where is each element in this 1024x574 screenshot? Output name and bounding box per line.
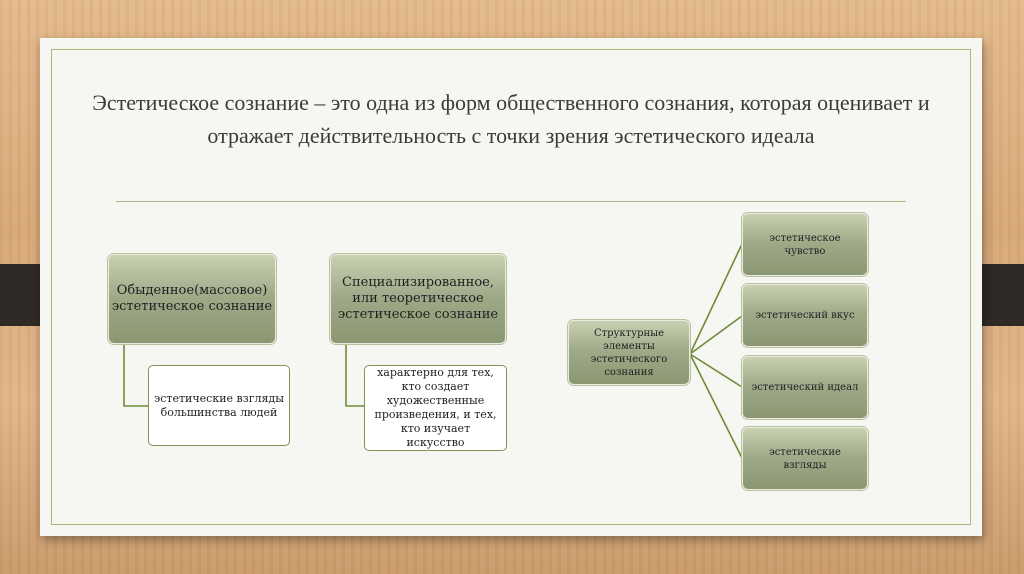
structural-elements-box [568, 320, 690, 385]
element-box-taste [742, 284, 868, 347]
ordinary-label: Обыденное(массовое) эстетическое сознание [111, 283, 273, 314]
element-box-ideal [742, 356, 868, 419]
slide-card [40, 38, 982, 536]
element-box-views [742, 427, 868, 490]
connector-to-taste [690, 316, 742, 354]
ordinary-detail-box [148, 365, 290, 446]
specialized-detail-box [364, 365, 507, 451]
connector-to-feeling [690, 244, 742, 354]
ordinary-aesthetic-consciousness-box [108, 254, 276, 344]
ordinary-connector [124, 344, 148, 406]
element-label-taste: эстетический вкус [755, 310, 855, 321]
specialized-detail: характерно для тех, кто создает художественные произведения, и тех, кто изучает искусство [374, 366, 497, 449]
slide-title: Эстетическое сознание – это одна из форм общественного сознания, которая оценивает и отражает действительность с точки зрения эстетического идеала [92, 90, 930, 148]
structural-elements-label: Структурные элементы эстетического сознания [590, 327, 668, 378]
element-box-feeling [742, 213, 868, 276]
element-label-feeling: эстетическое чувство [769, 232, 841, 257]
specialized-connector [346, 344, 364, 406]
specialized-aesthetic-consciousness-box [330, 254, 506, 344]
specialized-label: Специализированное, или теоретическое эстетическое сознание [337, 275, 499, 322]
element-label-ideal: эстетический идеал [751, 382, 859, 393]
ordinary-detail: эстетические взгляды большинства людей [154, 391, 284, 419]
element-label-views: эстетические взгляды [769, 446, 841, 471]
